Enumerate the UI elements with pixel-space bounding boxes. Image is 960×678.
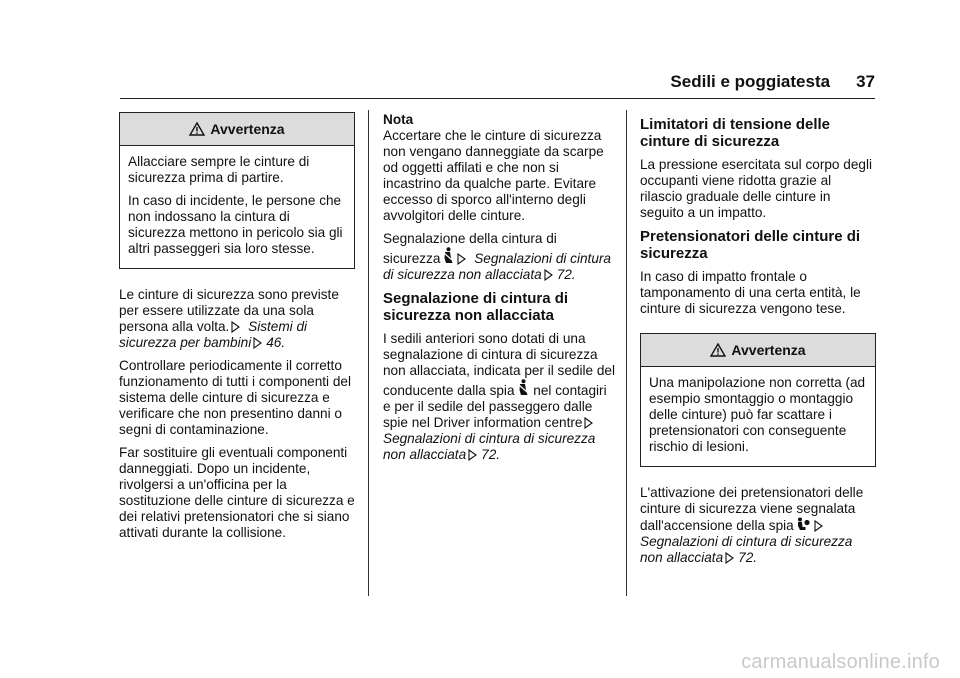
seatbelt-warning-icon (517, 379, 528, 396)
seatbelt-warning-icon (442, 247, 453, 264)
column-divider (368, 110, 369, 596)
paragraph: I sedili anteriori sono dotati di una segnalazione di cintura di sicurezza non allacciata, indicata per il sedile del conducente dalla spia nel contagiri e per il sedile del passeggero dalle spie nel Driver information centre Segnalazioni di cintura di sicurezza non allacciata 72. (383, 331, 615, 462)
watermark: carmanualsonline.info (741, 651, 940, 673)
paragraph: Controllare periodicamente il corretto funzionamento di tutti i componenti del sistema delle cinture di sicurezza e verificare che non presentino danni o segni di contaminazione. (119, 358, 351, 437)
warning-text: In caso di incidente, le persone che non indossano la cintura di sicurezza mettono in pericolo sia gli altri passeggeri sia loro stesse. (128, 193, 343, 256)
warning-box (119, 112, 355, 269)
column-1 (119, 112, 355, 548)
warning-box (640, 333, 876, 467)
paragraph: La pressione esercitata sul corpo degli occupanti viene ridotta grazie al rilascio graduale delle cinture in seguito a un impatto. (640, 157, 872, 220)
page-reference-arrow-icon (253, 337, 263, 349)
warning-triangle-icon (710, 343, 726, 357)
section-heading: Segnalazione di cintura di sicurezza non allacciata (383, 290, 569, 324)
column-divider (626, 110, 627, 596)
page-reference-arrow-icon (544, 269, 554, 281)
warning-title: Avvertenza (210, 121, 285, 137)
page-reference-arrow-icon (814, 520, 824, 532)
column-3 (640, 112, 876, 573)
page-reference-arrow-icon (231, 321, 241, 333)
page-reference-arrow-icon (457, 253, 467, 265)
section-heading: Limitatori di tensione delle cinture di sicurezza (640, 116, 831, 150)
note (383, 112, 617, 224)
warning-text: Una manipolazione non corretta (ad esempio smontaggio o montaggio delle cinture) può far scattare i pretensionatori con conseguente rischio di lesioni. (649, 375, 866, 454)
paragraph: Far sostituire gli eventuali componenti danneggiati. Dopo un incidente, rivolgersi a un'officina per la sostituzione delle cinture di sicurezza e dei relativi pretensionatori che si siano attivati durante la collisione. (119, 445, 355, 540)
page-reference[interactable]: 72. (556, 267, 576, 282)
page-reference[interactable]: 46. (266, 335, 286, 350)
airbag-pretensioner-icon (796, 517, 810, 531)
column-2 (383, 112, 617, 470)
page-header (120, 72, 875, 98)
warning-text: Allacciare sempre le cinture di sicurezza prima di partire. (128, 154, 310, 185)
cross-reference-link[interactable]: Sistemi di sicurezza per bambini (119, 319, 308, 350)
section-heading: Pretensionatori delle cinture di sicurezza (640, 228, 861, 262)
note-text: Accertare che le cinture di sicurezza non vengano danneggiate da scarpe od oggetti affilati e che non si incastrino da qualche parte. Evitare eccesso di sporco all'interno degli avvolgitori delle cinture. (383, 128, 604, 223)
warning-header (120, 113, 354, 146)
page-number: 37 (856, 72, 875, 91)
warning-header (641, 334, 875, 367)
note-label: Nota (383, 112, 414, 127)
page-reference-arrow-icon (468, 449, 478, 461)
page-reference-arrow-icon (725, 552, 735, 564)
paragraph: L'attivazione dei pretensionatori delle cinture di sicurezza viene segnalata dall'accensione della spia Segnalazioni di cintura di sicurezza non allacciata 72. (640, 485, 864, 565)
paragraph: Segnalazione della cintura di sicurezza Segnalazioni di cintura di sicurezza non allacciata 72. (383, 231, 611, 282)
page-reference[interactable]: 72. (738, 550, 758, 565)
page-reference[interactable]: 72. (481, 447, 501, 462)
paragraph: In caso di impatto frontale o tamponamento di una certa entità, le cinture di sicurezza vengono tese. (640, 269, 861, 316)
cross-reference-link[interactable]: Segnalazioni di cintura di sicurezza non allacciata (383, 431, 596, 462)
cross-reference-link[interactable]: Segnalazioni di cintura di sicurezza non allacciata (383, 251, 611, 282)
page-reference-arrow-icon (584, 417, 594, 429)
header-rule (120, 98, 875, 99)
cross-reference-link[interactable]: Segnalazioni di cintura di sicurezza non allacciata (640, 534, 853, 565)
section-title: Sedili e poggiatesta (670, 72, 831, 91)
warning-title: Avvertenza (731, 342, 806, 358)
paragraph: Le cinture di sicurezza sono previste per essere utilizzate da una sola persona alla volta. Sistemi di sicurezza per bambini 46. (119, 287, 339, 350)
warning-triangle-icon (189, 122, 205, 136)
